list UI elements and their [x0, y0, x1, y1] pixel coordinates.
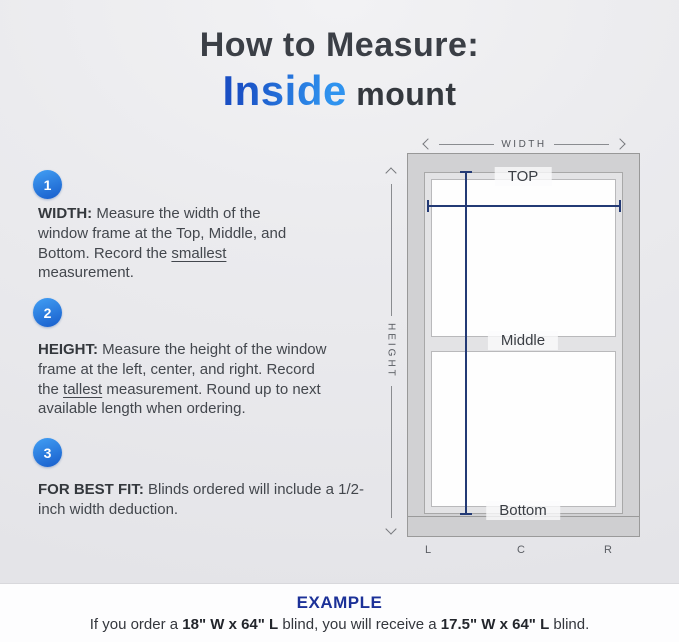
label-bottom: Bottom	[486, 501, 560, 520]
title-highlight: Inside	[222, 67, 347, 114]
step-3-badge: 3	[33, 438, 62, 467]
height-dimension-arrow	[383, 169, 399, 533]
measure-tick	[619, 200, 621, 212]
step-height	[33, 298, 327, 418]
step-3-heading: FOR BEST FIT:	[38, 481, 144, 498]
step-1-badge: 1	[33, 170, 62, 199]
width-measure-line	[427, 205, 621, 207]
example-size-ordered: 18" W x 64" L	[182, 616, 279, 633]
step-1-underlined-word: smallest	[171, 244, 227, 262]
width-dimension-arrow	[424, 137, 624, 151]
label-center: C	[517, 544, 525, 556]
measure-tick	[427, 200, 429, 212]
arrow-right-chevron-icon	[614, 138, 625, 149]
width-arrow-line	[439, 144, 494, 145]
step-2-body-after: measurement. Round up to next available length when ordering.	[38, 380, 321, 418]
example-text	[90, 616, 590, 633]
label-right: R	[604, 544, 612, 556]
title-line1: How to Measure:	[199, 26, 480, 64]
step-best-fit	[33, 438, 364, 518]
arrow-down-chevron-icon	[385, 523, 396, 534]
step-2-text	[38, 340, 328, 419]
height-dimension-label: HEIGHT	[385, 323, 397, 379]
step-2-body: Measure the height of the window frame at the left, center, and right. Record the	[38, 341, 327, 398]
step-width	[33, 170, 287, 282]
step-1-text	[38, 204, 314, 283]
title-suffix: mount	[346, 76, 457, 112]
example-size-received: 17.5" W x 64" L	[440, 616, 550, 633]
step-2-underlined-word: tallest	[63, 380, 103, 398]
example-prefix: If you order a	[89, 616, 183, 633]
step-2-heading: HEIGHT:	[38, 341, 98, 358]
measure-tick	[460, 171, 472, 173]
label-middle: Middle	[488, 331, 558, 350]
step-3-body: Blinds ordered will include a 1/2-inch width deduction.	[38, 481, 364, 518]
label-left: L	[424, 544, 432, 556]
arrow-left-chevron-icon	[422, 138, 433, 149]
measure-tick	[460, 513, 472, 515]
height-measure-line	[465, 171, 467, 515]
arrow-up-chevron-icon	[385, 167, 396, 178]
step-3-text	[38, 480, 368, 520]
example-heading: EXAMPLE	[296, 593, 383, 612]
window-pane-top	[431, 179, 616, 337]
page-title	[0, 26, 679, 115]
example-suffix: blind.	[549, 616, 590, 633]
width-dimension-label: WIDTH	[501, 138, 547, 150]
example-middle: blind, you will receive a	[278, 616, 441, 633]
label-top: TOP	[495, 167, 552, 186]
step-1-body: Measure the width of the window frame at the Top, Middle, and Bottom. Record the	[38, 205, 287, 262]
window-pane-bottom	[431, 351, 616, 507]
width-arrow-line	[554, 144, 609, 145]
title-line2	[0, 67, 679, 115]
height-arrow-line	[391, 184, 392, 316]
step-2-badge: 2	[33, 298, 62, 327]
step-1-body-after: measurement.	[38, 264, 134, 282]
step-1-heading: WIDTH:	[38, 205, 93, 222]
example-footer	[0, 583, 679, 642]
height-arrow-line	[391, 386, 392, 518]
